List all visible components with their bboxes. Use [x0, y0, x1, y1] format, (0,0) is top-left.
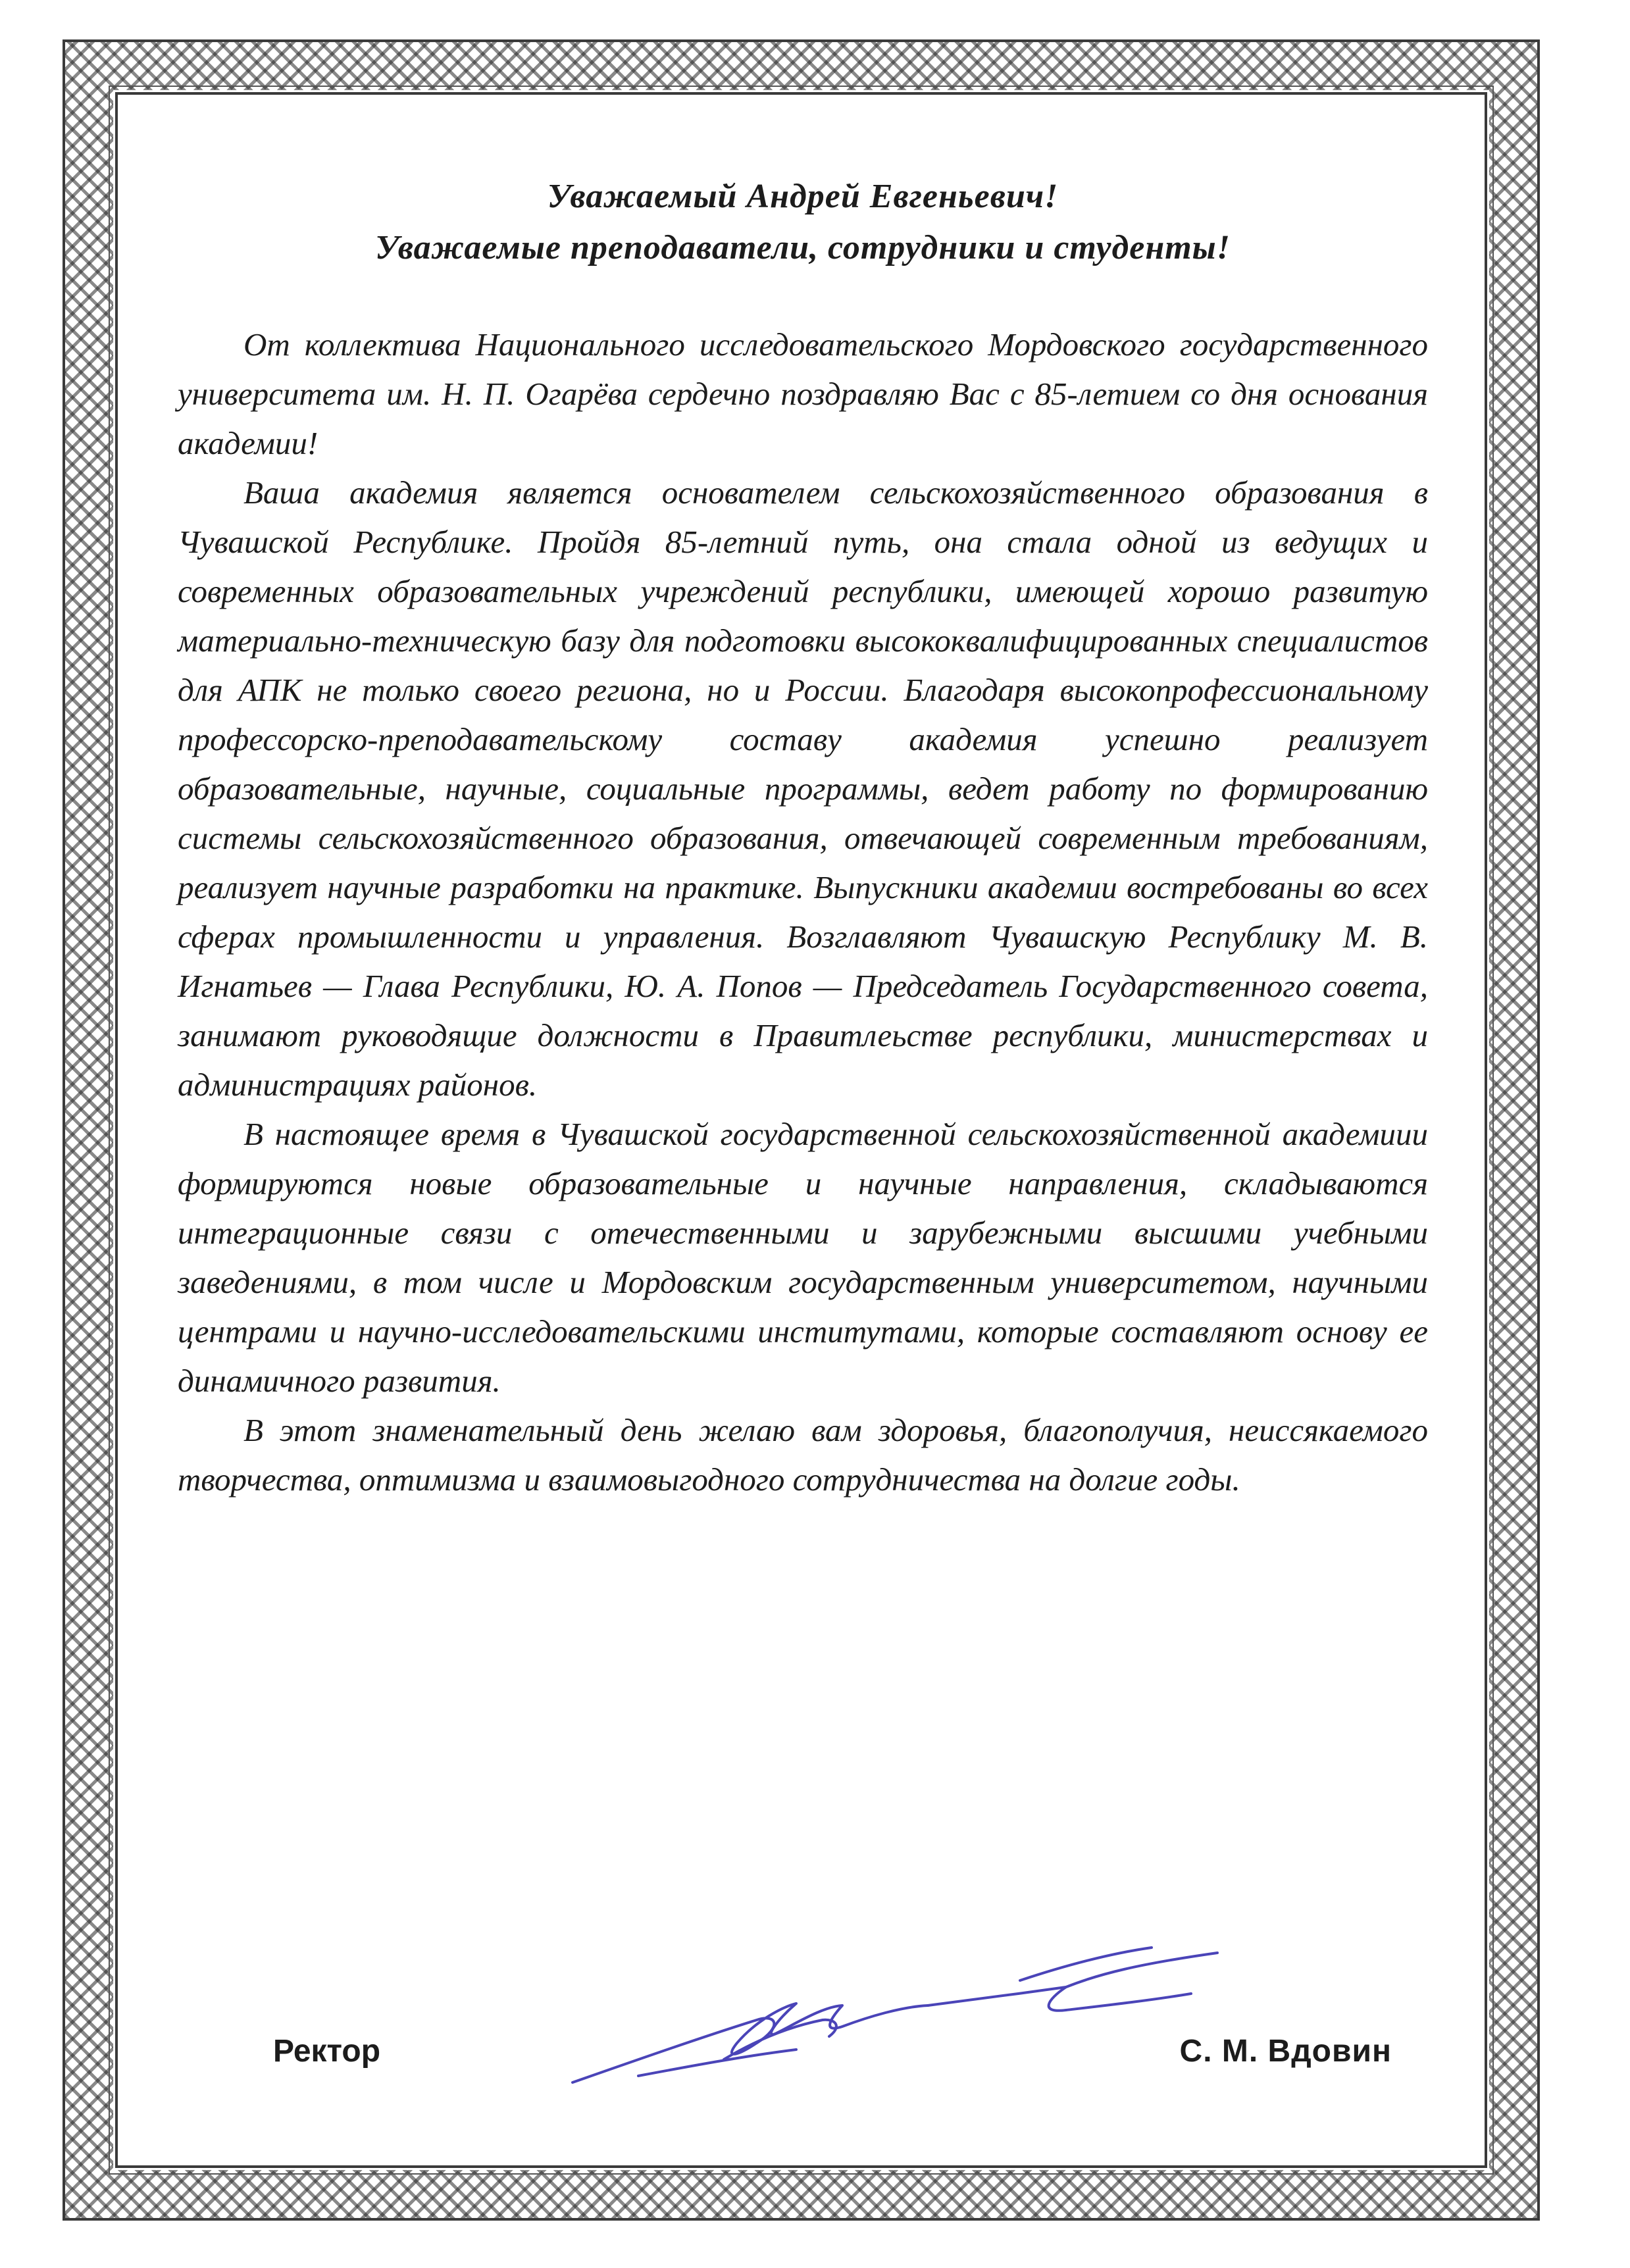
- greeting-line-1: Уважаемый Андрей Евгеньевич!: [547, 178, 1059, 215]
- paragraph-4: В этот знаменательный день желаю вам здоровья, благополучия, неиссякаемого творчества, оптимизма и взаимовыгодного сотрудничества на долгие годы.: [178, 1412, 1428, 1498]
- paragraph-3: В настоящее время в Чувашской государственной сельскохозяйственной академиии формируются новые образовательные и научные направления, складываются интеграционные связи с отечественными и зарубежными высшими учебными заведениями, в том числе и Мордовским государственным университетом, научными центрами и научно-исследовательскими институтами, которые составляют основу ее динамичного развития.: [178, 1116, 1428, 1399]
- paragraph-2: Ваша академия является основателем сельскохозяйственного образования в Чувашской Республике. Пройдя 85-летний путь, она стала одной из ведущих и современных образовательных учреждений республики, имеющей хорошо развитую материально-техническую базу для подготовки высококвалифицированных специалистов для АПК не только своего региона, но и России. Благодаря высокопрофессиональному профессорско-преподавательскому составу академия успешно реализует образовательные, научные, социальные программы, ведет работу по формированию системы сельскохозяйственного образования, отвечающей современным требованиям, реализует научные разработки на практике. Выпускники академии востребованы во всех сферах промышленности и управления. Возглавляют Чувашскую Республику М. В. Игнатьев — Глава Республики, Ю. А. Попов — Председатель Государственного совета, занимают руководящие должности в Правитлеьстве республики, министерствах и администрациях районов.: [178, 474, 1428, 1103]
- greeting-line-2: Уважаемые преподаватели, сотрудники и студенты!: [374, 229, 1231, 266]
- letter-body: [178, 320, 1428, 1504]
- signer-name: С. М. Вдовин: [1179, 2034, 1392, 2069]
- paragraph-1: От коллектива Национального исследовательского Мордовского государственного университета им. Н. П. Огарёва сердечно поздравляю Вас с 85-летием со дня основания академии!: [178, 326, 1428, 461]
- signer-position: Ректор: [273, 2034, 381, 2069]
- letter-content: [178, 171, 1428, 1504]
- signature-row: [273, 2020, 1392, 2099]
